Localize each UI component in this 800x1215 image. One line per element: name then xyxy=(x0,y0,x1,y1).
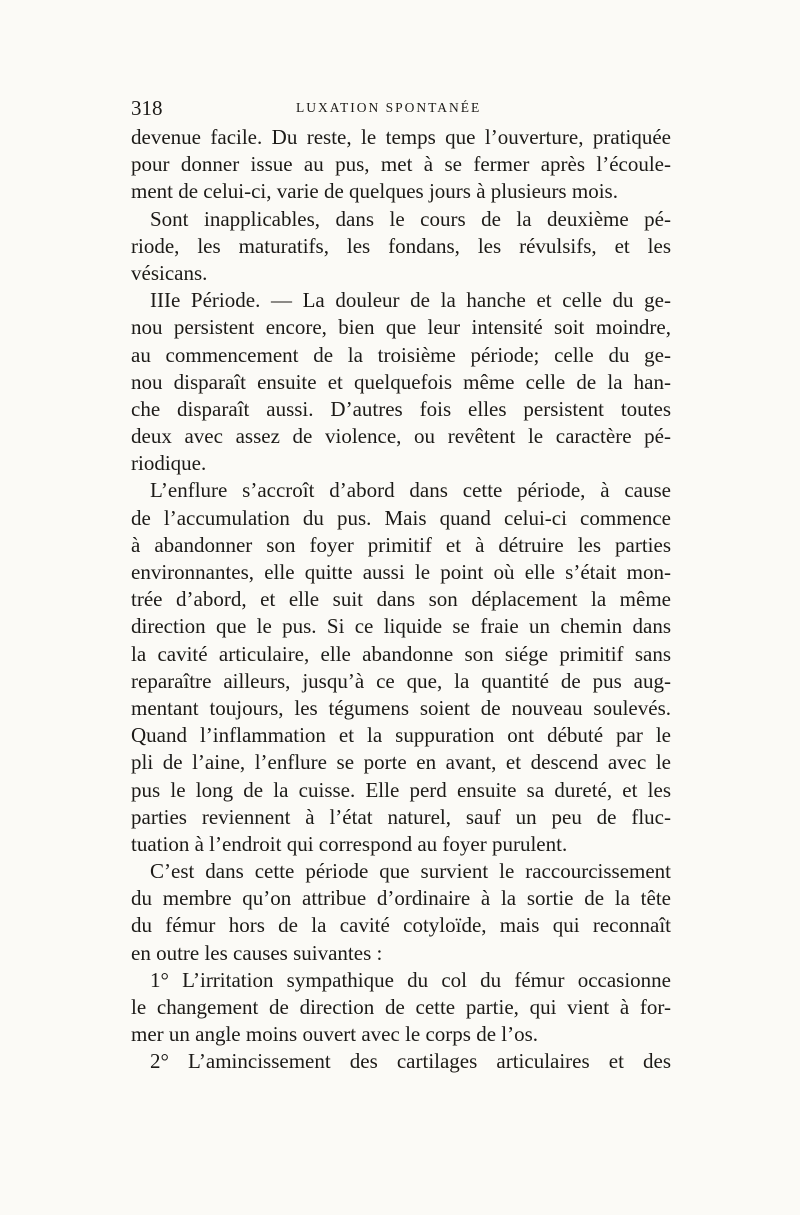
text-line: L’enflure s’accroît d’abord dans cette période, à cause xyxy=(150,478,671,503)
text-line: ment de celui-ci, varie de quelques jours à plusieurs mois. xyxy=(131,179,618,204)
text-line: à abandonner son foyer primitif et à détruire les parties xyxy=(131,532,671,557)
text-line: riode, les maturatifs, les fondans, les révulsifs, et les xyxy=(131,233,671,258)
running-head: LUXATION SPONTANÉE xyxy=(296,100,482,115)
text-line: le changement de direction de cette partie, qui vient à for- xyxy=(131,995,671,1019)
text-line: mentant toujours, les tégumens soient de nouveau soulevés. xyxy=(131,695,671,720)
body-text xyxy=(131,124,671,1076)
text-line: che disparaît aussi. D’autres fois elles persistent toutes xyxy=(131,396,671,421)
text-line: deux avec assez de violence, ou revêtent le caractère pé- xyxy=(131,424,671,449)
text-line: parties reviennent à l’état naturel, sauf un peu de fluc- xyxy=(131,804,671,829)
text-line: riodique. xyxy=(131,451,207,476)
text-line: du fémur hors de la cavité cotyloïde, mais qui reconnaît xyxy=(131,913,671,938)
text-line: IIIe Période. — La douleur de la hanche et celle du ge- xyxy=(150,288,671,313)
text-line: mer un angle moins ouvert avec le corps de l’os. xyxy=(131,1022,539,1047)
text-line: nou persistent encore, bien que leur intensité soit moindre, xyxy=(131,315,671,340)
text-line: Quand l’inflammation et la suppuration ont débuté par le xyxy=(131,723,671,748)
text-line: reparaître ailleurs, jusqu’à ce que, la quantité de pus aug- xyxy=(131,668,671,693)
text-line: en outre les causes suivantes : xyxy=(131,940,383,965)
page-number: 318 xyxy=(131,96,163,120)
text-line: environnantes, elle quitte aussi le point où elle s’était mon- xyxy=(131,560,671,584)
text-line: de l’accumulation du pus. Mais quand celui-ci commence xyxy=(131,505,671,530)
text-line: Sont inapplicables, dans le cours de la deuxième pé- xyxy=(150,206,671,231)
text-line: C’est dans cette période que survient le raccourcissement xyxy=(150,859,671,884)
text-line: la cavité articulaire, elle abandonne son siége primitif sans xyxy=(131,641,671,666)
text-line: 2° L’amincissement des cartilages articulaires et des xyxy=(150,1049,671,1074)
text-line: pus le long de la cuisse. Elle perd ensuite sa dureté, et les xyxy=(131,777,671,802)
text-line: nou disparaît ensuite et quelquefois même celle de la han- xyxy=(131,369,671,394)
text-line: tuation à l’endroit qui correspond au foyer purulent. xyxy=(131,831,568,856)
text-line: du membre qu’on attribue d’ordinaire à la sortie de la tête xyxy=(131,886,671,911)
page-header xyxy=(131,96,671,120)
text-line: 1° L’irritation sympathique du col du fémur occasionne xyxy=(150,967,671,992)
text-line: trée d’abord, et elle suit dans son déplacement la même xyxy=(131,587,671,612)
text-line: pli de l’aine, l’enflure se porte en avant, et descend avec le xyxy=(131,750,671,775)
text-line: direction que le pus. Si ce liquide se fraie un chemin dans xyxy=(131,614,671,639)
text-line: pour donner issue au pus, met à se fermer après l’écoule- xyxy=(131,152,671,177)
text-line: devenue facile. Du reste, le temps que l’ouverture, pratiquée xyxy=(131,125,671,149)
text-line: vésicans. xyxy=(131,260,208,285)
text-line: au commencement de la troisième période; celle du ge- xyxy=(131,342,671,367)
